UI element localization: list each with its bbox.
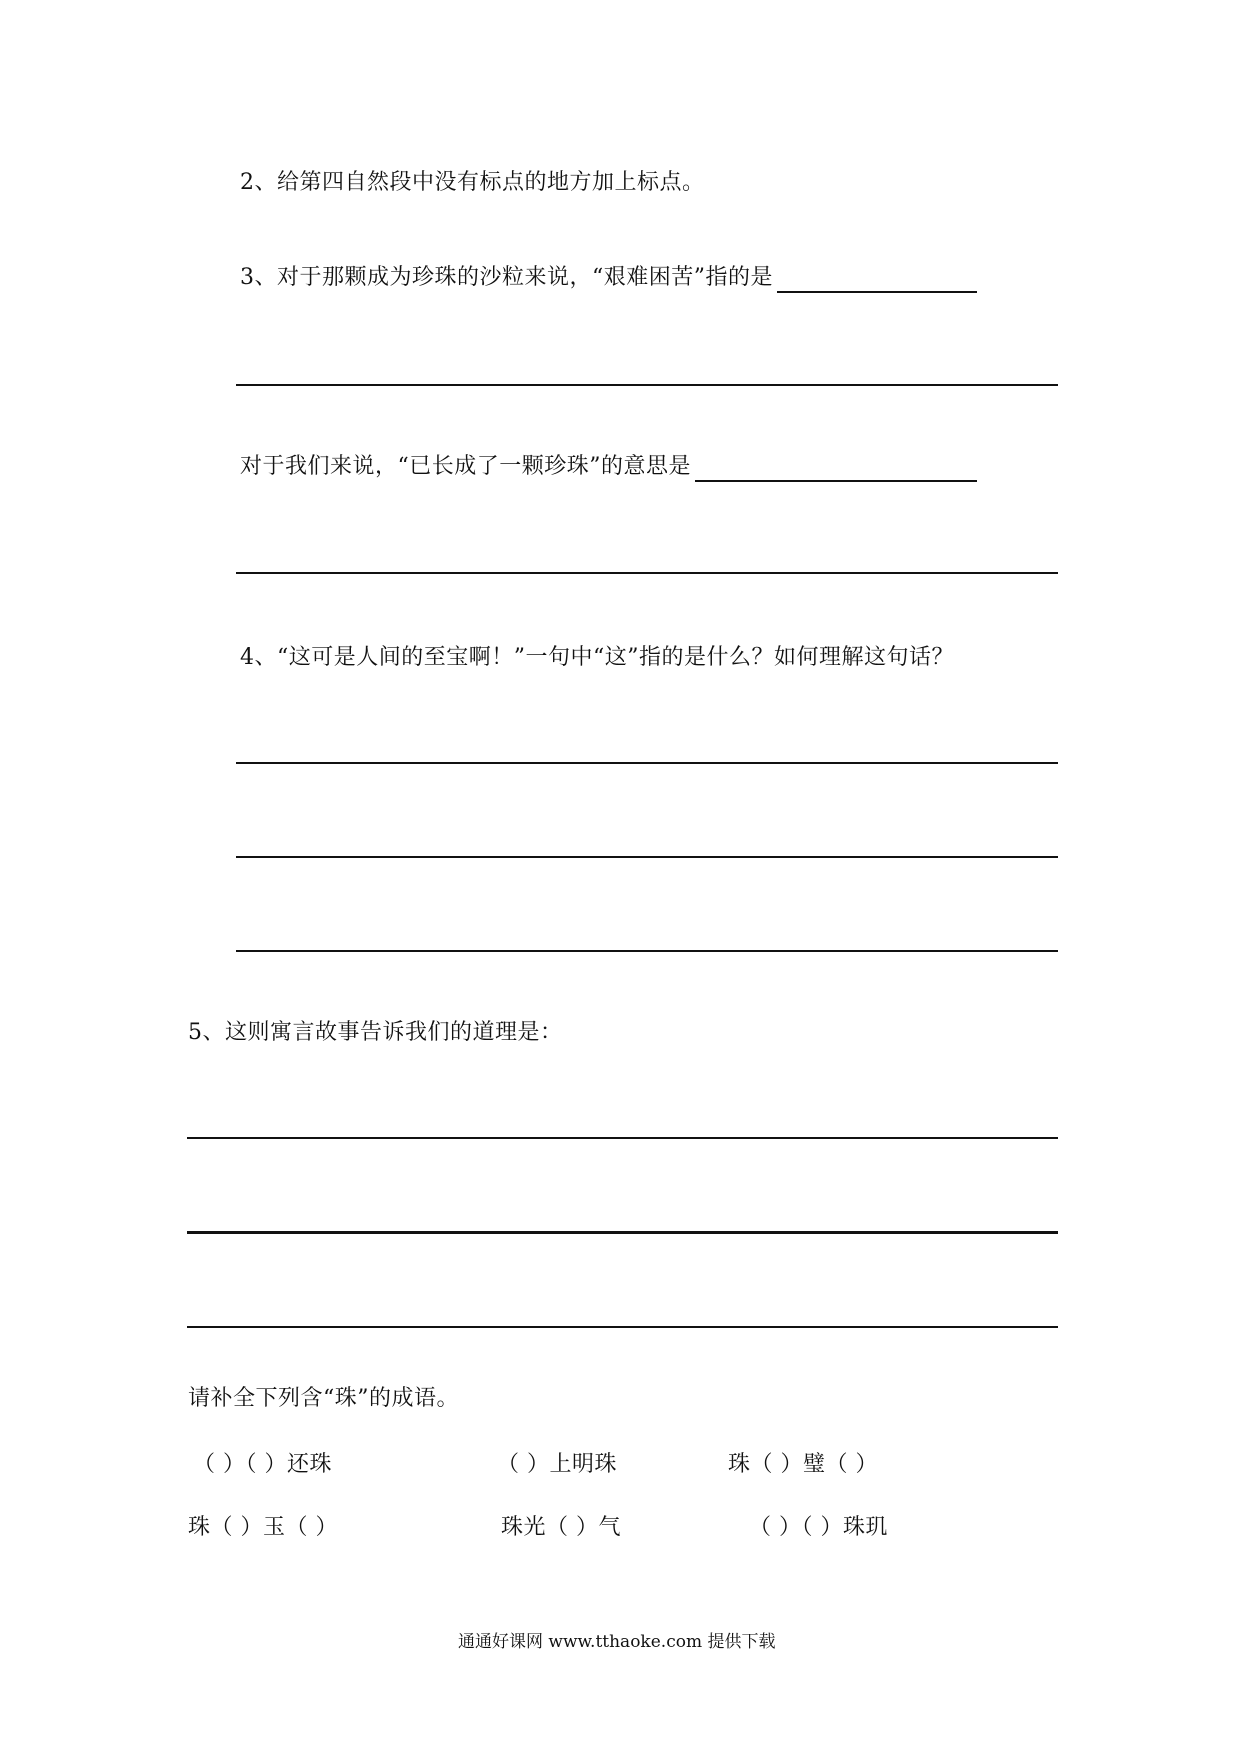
answer-line-3b[interactable] [236, 572, 1058, 574]
idiom-3[interactable]: 珠（ ）璧（ ） [728, 1452, 878, 1477]
idiom-2[interactable]: （ ）上明珠 [497, 1452, 617, 1477]
question-3-part1 [240, 263, 977, 293]
question-4: 4、“这可是人间的至宝啊！”一句中“这”指的是什么？如何理解这句话？ [240, 645, 954, 670]
idiom-prompt: 请补全下列含“珠”的成语。 [188, 1386, 459, 1411]
question-3-part1-text: 3、对于那颗成为珍珠的沙粒来说，“艰难困苦”指的是 [240, 265, 773, 290]
question-5: 5、这则寓言故事告诉我们的道理是： [188, 1020, 563, 1045]
answer-line-5b[interactable] [187, 1231, 1058, 1234]
answer-line-4c[interactable] [236, 950, 1058, 952]
answer-line-5a[interactable] [187, 1137, 1058, 1139]
answer-line-4b[interactable] [236, 856, 1058, 858]
question-2: 2、给第四自然段中没有标点的地方加上标点。 [240, 170, 705, 195]
idiom-4[interactable]: 珠（ ）玉（ ） [188, 1515, 338, 1540]
footer-source: 通通好课网 www.tthaoke.com 提供下载 [458, 1632, 776, 1652]
question-3-part2 [240, 452, 977, 482]
answer-blank-3a-inline[interactable] [777, 269, 977, 293]
idiom-1[interactable]: （ ）（ ）还珠 [193, 1452, 332, 1477]
idiom-5[interactable]: 珠光（ ）气 [501, 1515, 621, 1540]
answer-line-4a[interactable] [236, 762, 1058, 764]
question-3-part2-text: 对于我们来说，“已长成了一颗珍珠”的意思是 [240, 454, 691, 479]
idiom-6[interactable]: （ ）（ ）珠玑 [749, 1515, 888, 1540]
answer-line-5c[interactable] [187, 1326, 1058, 1328]
answer-line-3a[interactable] [236, 384, 1058, 386]
answer-blank-3b-inline[interactable] [695, 458, 977, 482]
